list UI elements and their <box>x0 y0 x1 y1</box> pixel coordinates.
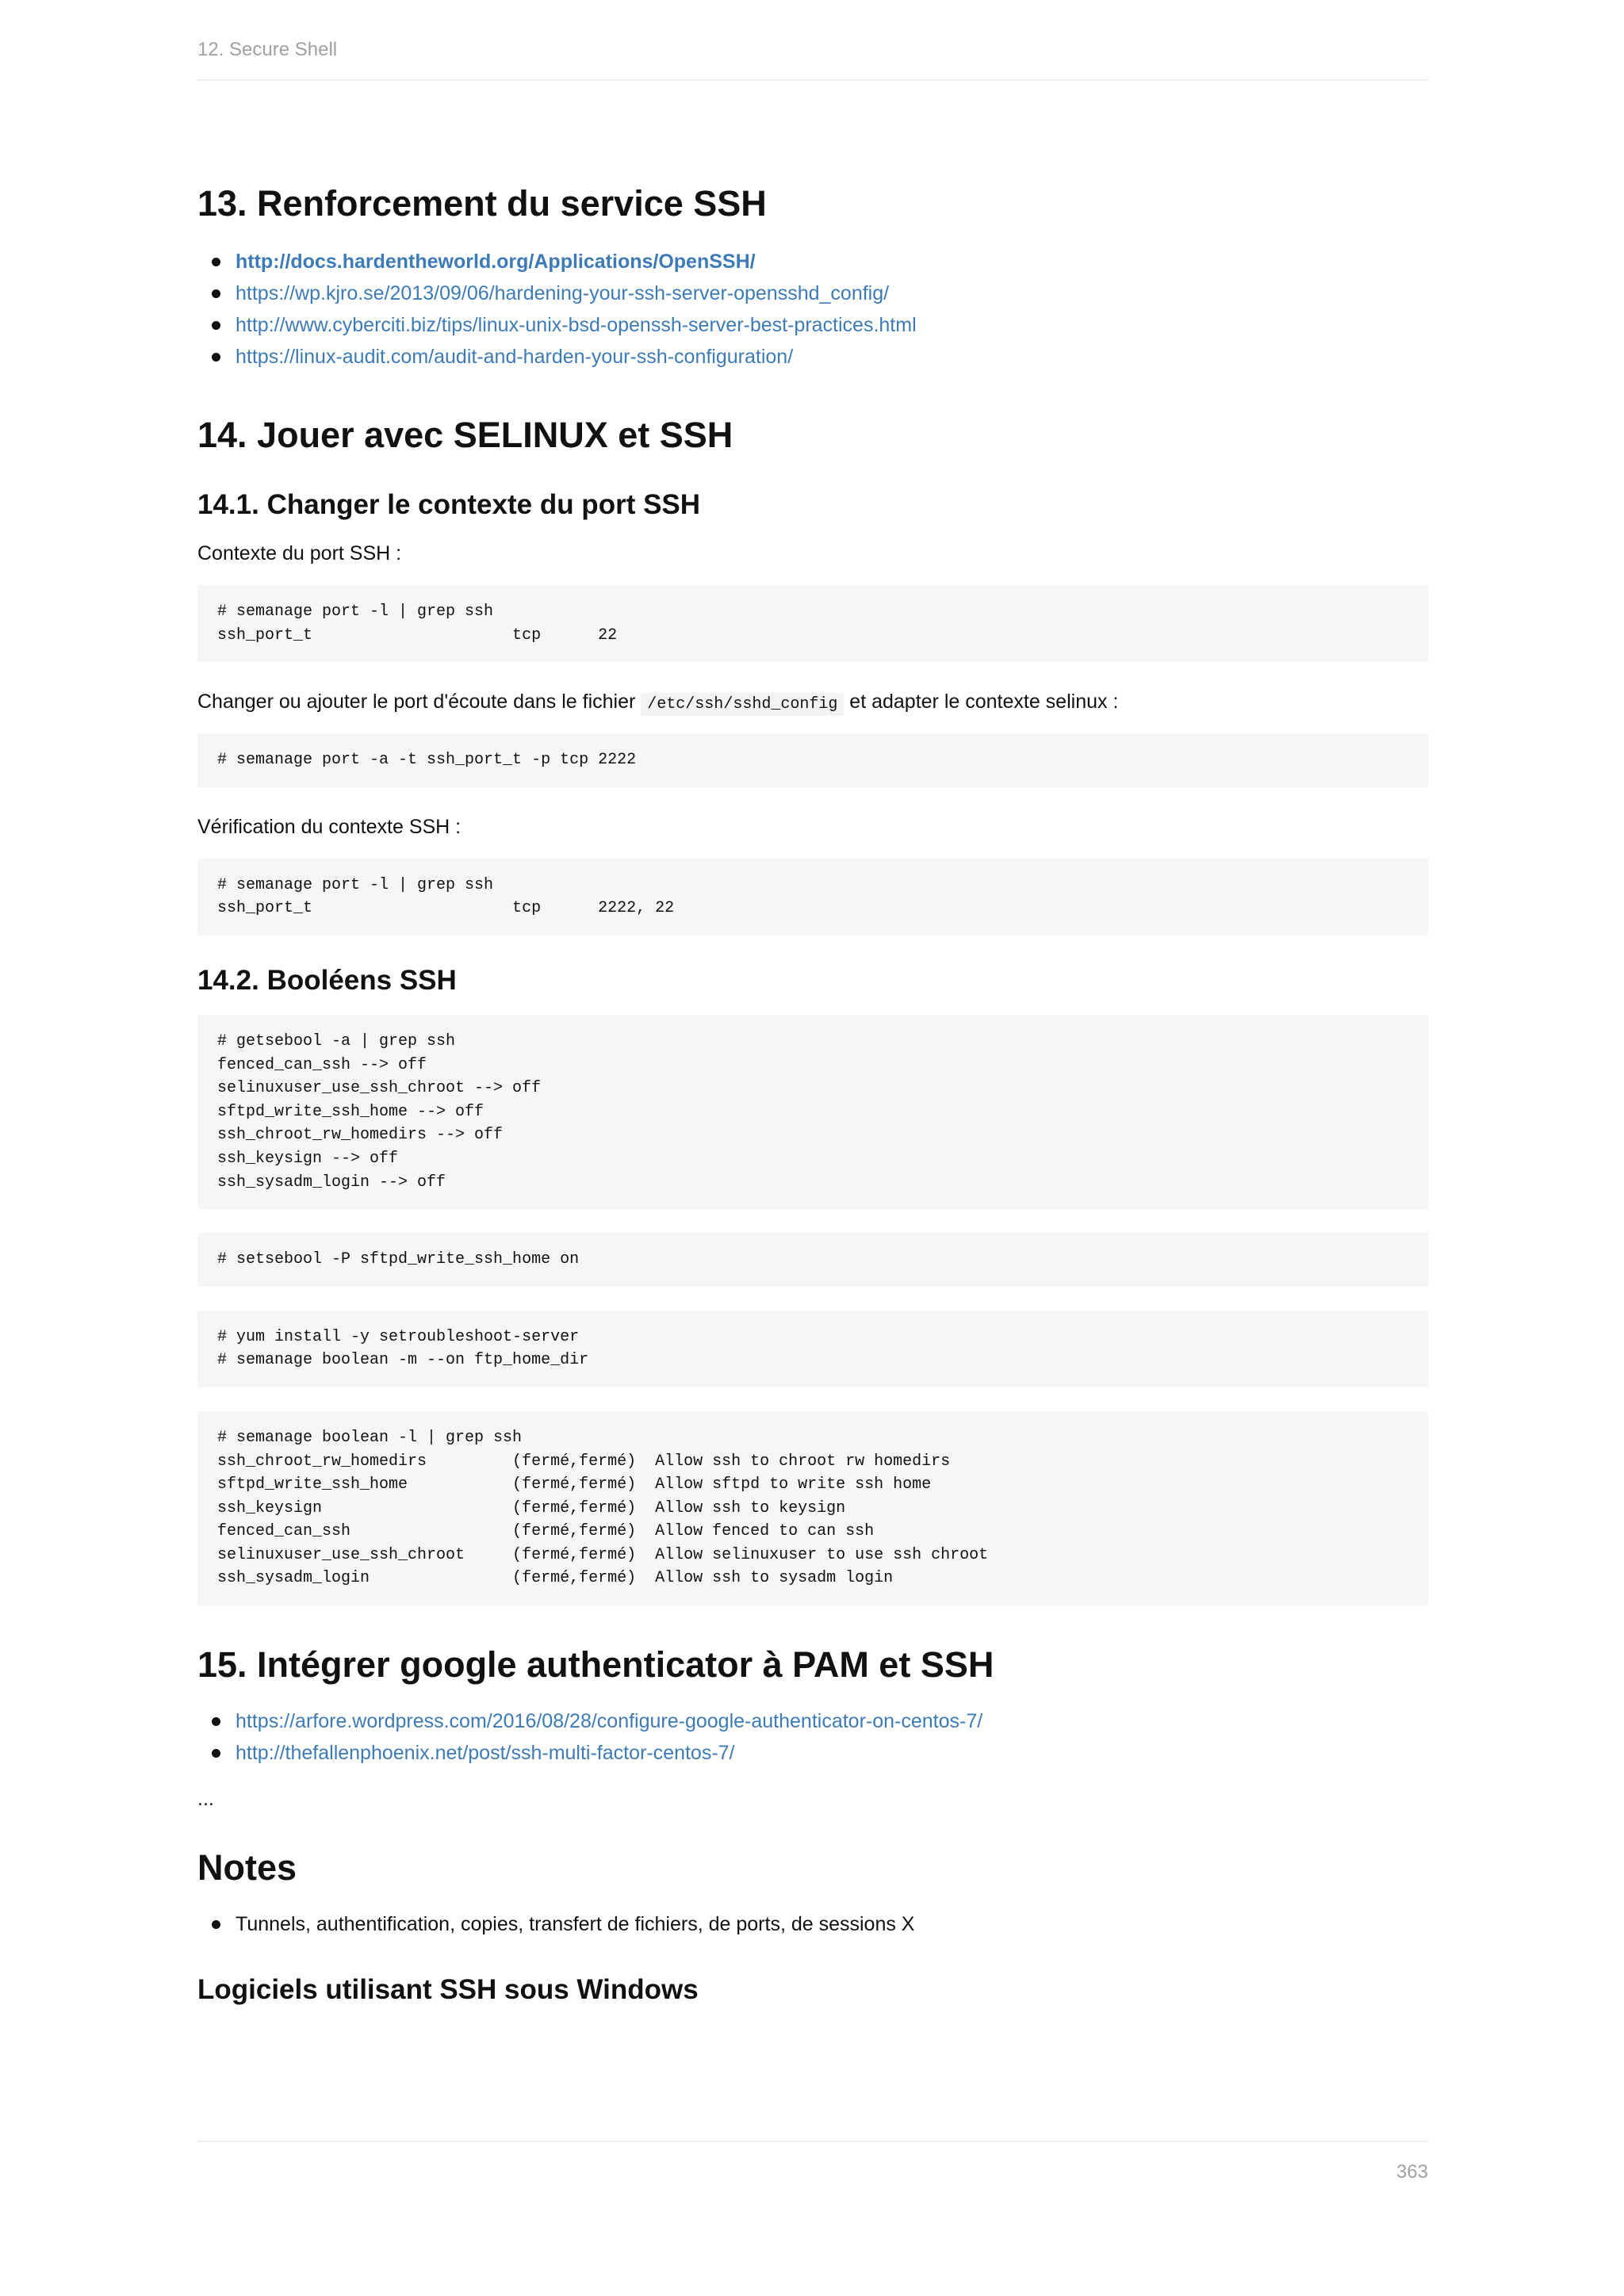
windows-software-heading: Logiciels utilisant SSH sous Windows <box>197 1974 699 2006</box>
code-block-port-list: # semanage port -l | grep ssh ssh_port_t tcp 22 <box>197 585 1428 662</box>
list-item <box>236 277 1428 309</box>
link-cyberciti[interactable]: http://www.cyberciti.biz/tips/linux-unix-bsd-openssh-server-best-practices.html <box>236 314 917 336</box>
link-harden-the-world[interactable]: http://docs.hardentheworld.org/Applications/OpenSSH/ <box>236 251 756 273</box>
section-14-2-heading: 14.2. Booléens SSH <box>197 964 457 996</box>
running-title: 12. Secure Shell <box>197 39 338 60</box>
list-item <box>236 309 1428 341</box>
link-linux-audit[interactable]: https://linux-audit.com/audit-and-harden-your-ssh-configuration/ <box>236 346 794 368</box>
link-kjro-hardening[interactable]: https://wp.kjro.se/2013/09/06/hardening-your-ssh-server-opensshd_config/ <box>236 282 890 304</box>
page-number: 363 <box>1396 2161 1428 2183</box>
change-port-text <box>197 687 1428 719</box>
change-port-text-before: Changer ou ajouter le port d'écoute dans le fichier <box>197 691 642 714</box>
list-item <box>236 1737 1428 1769</box>
list-item <box>236 1705 1428 1737</box>
code-block-semanage-boolean: # semanage boolean -l | grep ssh ssh_chroot_rw_homedirs (fermé,fermé) Allow ssh to chroot rw homedirs sftpd_write_ssh_home (fermé,fermé) Allow sftpd to write ssh home ssh_keysign (fermé,fermé) Allow ssh to keysign fenced_can_ssh (fermé,fermé) Allow fenced to can ssh selinuxuser_use_ssh_chroot (fermé,fermé) Allow selinuxuser to use ssh chroot ssh_sysadm_login (fermé,fermé) Allow ssh to sysadm login <box>197 1411 1428 1605</box>
link-thefallenphoenix[interactable]: http://thefallenphoenix.net/post/ssh-multi-factor-centos-7/ <box>236 1742 735 1765</box>
section-13-link-list <box>197 246 1428 373</box>
section-14-heading: 14. Jouer avec SELINUX et SSH <box>197 415 733 455</box>
section-14-1-heading: 14.1. Changer le contexte du port SSH <box>197 489 701 520</box>
page-content <box>197 182 1428 2007</box>
change-port-text-after: et adapter le contexte selinux : <box>844 691 1119 714</box>
notes-list <box>197 1908 1428 1940</box>
code-block-yum-install: # yum install -y setroubleshoot-server # semanage boolean -m --on ftp_home_dir <box>197 1311 1428 1387</box>
code-block-port-verify: # semanage port -l | grep ssh ssh_port_t tcp 2222, 22 <box>197 859 1428 936</box>
section-15-heading: 15. Intégrer google authenticator à PAM et SSH <box>197 1644 994 1686</box>
link-arfore[interactable]: https://arfore.wordpress.com/2016/08/28/configure-google-authenticator-on-centos-7/ <box>236 1710 983 1733</box>
verification-text: Vérification du contexte SSH : <box>197 815 462 838</box>
port-context-text: Contexte du port SSH : <box>197 542 402 564</box>
inline-code-sshd-config: /etc/ssh/sshd_config <box>641 693 844 716</box>
list-item <box>236 246 1428 277</box>
list-item <box>236 1908 1428 1940</box>
list-item <box>236 341 1428 373</box>
code-block-port-add: # semanage port -a -t ssh_port_t -p tcp 2222 <box>197 733 1428 787</box>
notes-heading: Notes <box>197 1847 297 1888</box>
notes-item-text: Tunnels, authentification, copies, transfert de fichiers, de ports, de sessions X <box>236 1913 915 1936</box>
ellipsis-text: ... <box>197 1788 214 1811</box>
code-block-getsebool: # getsebool -a | grep ssh fenced_can_ssh --> off selinuxuser_use_ssh_chroot --> off sftpd_write_ssh_home --> off ssh_chroot_rw_homedirs --> off ssh_keysign --> off ssh_sysadm_login --> off <box>197 1015 1428 1209</box>
section-15-link-list <box>197 1705 1428 1769</box>
page-header <box>197 36 1428 81</box>
code-block-setsebool: # setsebool -P sftpd_write_ssh_home on <box>197 1233 1428 1287</box>
section-13-heading: 13. Renforcement du service SSH <box>197 183 767 224</box>
page-footer <box>197 2141 1428 2183</box>
